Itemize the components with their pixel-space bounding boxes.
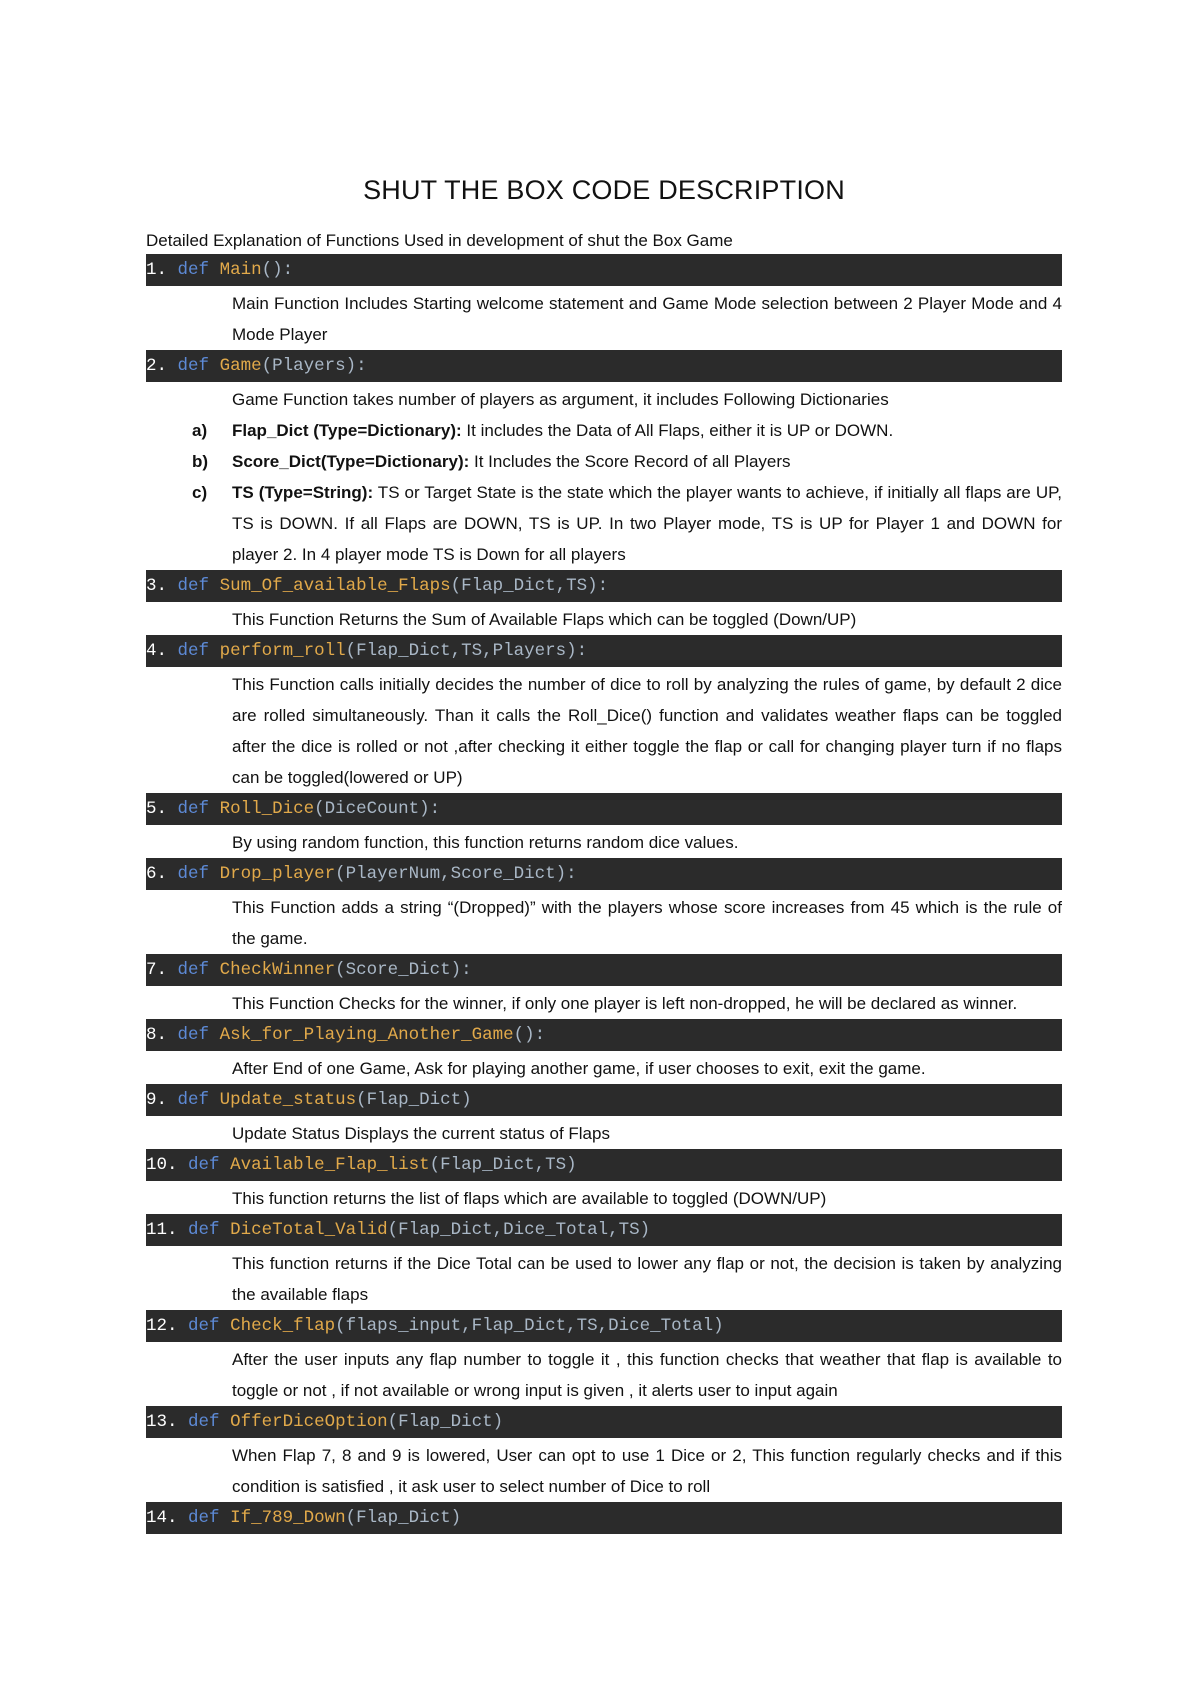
description-ask-for-playing-another-game: After End of one Game, Ask for playing another game, if user chooses to exit, exit the game. — [232, 1059, 926, 1078]
description-check-winner: This Function Checks for the winner, if only one player is left non-dropped, he will be declared as winner. — [232, 994, 1018, 1013]
description-main: Main Function Includes Starting welcome statement and Game Mode selection between 2 Player Mode and 4 Mode Player — [232, 294, 1062, 344]
code-line-check-winner: 7. def CheckWinner(Score_Dict): — [146, 954, 1062, 986]
list-item: b) Score_Dict(Type=Dictionary): It Includes the Score Record of all Players — [192, 452, 791, 471]
code-line-perform-roll: 4. def perform_roll(Flap_Dict,TS,Players): — [146, 635, 1062, 667]
code-line-available-flap-list: 10. def Available_Flap_list(Flap_Dict,TS) — [146, 1149, 1062, 1181]
code-line-ask-for-playing-another-game: 8. def Ask_for_Playing_Another_Game(): — [146, 1019, 1062, 1051]
document-page — [146, 170, 1062, 1534]
description-check-flap: After the user inputs any flap number to toggle it , this function checks that weather that flap is available to toggle or not , if not available or wrong input is given , it alerts user to input again — [232, 1350, 1062, 1400]
code-line-offer-dice-option: 13. def OfferDiceOption(Flap_Dict) — [146, 1406, 1062, 1438]
description-roll-dice: By using random function, this function returns random dice values. — [232, 833, 739, 852]
code-line-check-flap: 12. def Check_flap(flaps_input,Flap_Dict,TS,Dice_Total) — [146, 1310, 1062, 1342]
description-perform-roll: This Function calls initially decides the number of dice to roll by analyzing the rules of game, by default 2 dice are rolled simultaneously. Than it calls the Roll_Dice() function and validates weather flaps can be toggled after the dice is rolled or not ,after checking it either toggle the flap or call for changing player turn if no flaps can be toggled(lowered or UP) — [232, 675, 1062, 787]
list-item: c) TS (Type=String): TS or Target State is the state which the player wants to achieve, if initially all flaps are UP, TS is DOWN. If all Flaps are DOWN, TS is UP. In two Player mode, TS is UP for Player 1 and DOWN for player 2. In 4 player mode TS is Down for all players — [192, 483, 1062, 564]
code-line-game: 2. def Game(Players): — [146, 350, 1062, 382]
description-sum-of-available-flaps: This Function Returns the Sum of Available Flaps which can be toggled (Down/UP) — [232, 610, 857, 629]
description-offer-dice-option: When Flap 7, 8 and 9 is lowered, User can opt to use 1 Dice or 2, This function regularly checks and if this condition is satisfied , it ask user to select number of Dice to roll — [232, 1446, 1062, 1496]
description-dicetotal-valid: This function returns if the Dice Total can be used to lower any flap or not, the decision is taken by analyzing the available flaps — [232, 1254, 1062, 1304]
code-line-main: 1. def Main(): — [146, 254, 1062, 286]
code-line-sum-of-available-flaps: 3. def Sum_Of_available_Flaps(Flap_Dict,TS): — [146, 570, 1062, 602]
dictionary-list — [146, 415, 1062, 570]
description-update-status: Update Status Displays the current status of Flaps — [232, 1124, 610, 1143]
description-available-flap-list: This function returns the list of flaps which are available to toggled (DOWN/UP) — [232, 1189, 827, 1208]
code-line-drop-player: 6. def Drop_player(PlayerNum,Score_Dict): — [146, 858, 1062, 890]
code-line-roll-dice: 5. def Roll_Dice(DiceCount): — [146, 793, 1062, 825]
list-item: a) Flap_Dict (Type=Dictionary): It includes the Data of All Flaps, either it is UP or DOWN. — [192, 421, 894, 440]
page-title: SHUT THE BOX CODE DESCRIPTION — [363, 175, 845, 205]
code-line-dicetotal-valid: 11. def DiceTotal_Valid(Flap_Dict,Dice_Total,TS) — [146, 1214, 1062, 1246]
code-line-if-789-down: 14. def If_789_Down(Flap_Dict) — [146, 1502, 1062, 1534]
subtitle: Detailed Explanation of Functions Used in development of shut the Box Game — [146, 231, 733, 250]
description-game: Game Function takes number of players as argument, it includes Following Dictionaries — [232, 390, 889, 409]
description-drop-player: This Function adds a string “(Dropped)” with the players whose score increases from 45 which is the rule of the game. — [232, 898, 1062, 948]
code-line-update-status: 9. def Update_status(Flap_Dict) — [146, 1084, 1062, 1116]
